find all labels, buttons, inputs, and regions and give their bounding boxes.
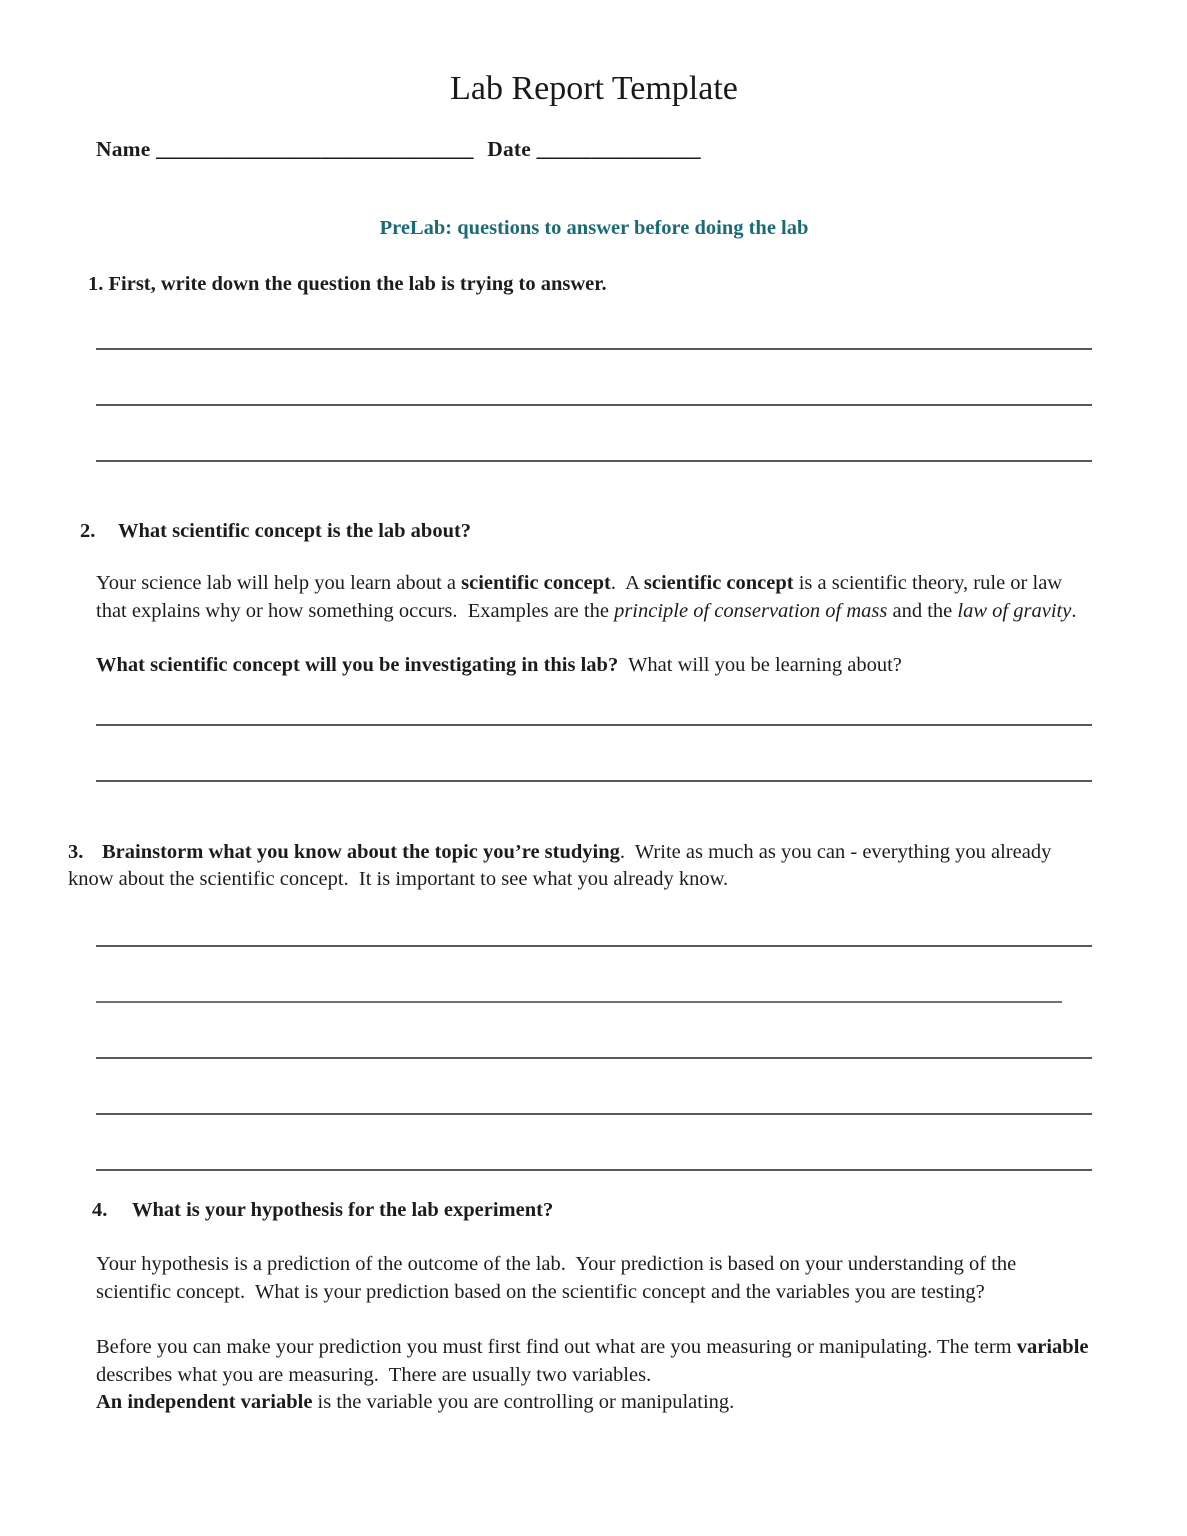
writing-line: [96, 891, 1092, 947]
name-date-row: [96, 137, 1092, 162]
section-2-paragraph: Your science lab will help you learn about a scientific concept. A scientific concept is a scientific theory, rule or law that explains why or how something occurs. Examples are the principle of conservation of mass and the law of gravity.: [96, 572, 1077, 622]
page-title: Lab Report Template: [450, 70, 738, 107]
section-2-number: 2.: [80, 519, 96, 542]
writing-line: [96, 1059, 1092, 1115]
section-3-number: 3.: [68, 840, 84, 863]
writing-line: [96, 294, 1092, 350]
writing-line: [96, 1115, 1092, 1171]
name-blank-line: _____________________________: [156, 137, 474, 161]
section-4-paragraph-1: Your hypothesis is a prediction of the outcome of the lab. Your prediction is based on your understanding of the scientific concept. What is your prediction based on the scientific concept and the variables you are testing?: [96, 1253, 1017, 1303]
writing-line: [96, 726, 1092, 782]
section-2-heading-text: What scientific concept is the lab about?: [118, 519, 472, 542]
section-4-heading: [92, 1197, 1092, 1225]
section-2-question: What scientific concept will you be investigating in this lab? What will you be learning about?: [96, 654, 902, 676]
section-1-writing-lines: [96, 294, 1092, 462]
section-3-writing-lines: [96, 891, 1092, 1171]
section-4-paragraph-2: Before you can make your prediction you must first find out what are you measuring or manipulating. The term variable describes what you are measuring. There are usually two variables. An independent variable is the variable you are controlling or manipulating.: [96, 1336, 1089, 1413]
prelab-heading: PreLab: questions to answer before doing the lab: [379, 217, 809, 239]
writing-line: [96, 406, 1092, 462]
date-blank-line: _______________: [536, 137, 701, 161]
document-content: [0, 70, 1187, 1417]
section-2-heading: [80, 518, 1092, 546]
section-1-heading: 1. First, write down the question the lab is trying to answer.: [88, 273, 607, 295]
section-3-paragraph: [68, 839, 1092, 894]
writing-line: [96, 350, 1092, 406]
section-3-text: Brainstorm what you know about the topic you’re studying. Write as much as you can - everything you already know about the scientific concept. It is important to see what you already know.: [68, 840, 1052, 890]
name-label: Name: [96, 137, 151, 161]
section-4-heading-text: What is your hypothesis for the lab experiment?: [132, 1198, 554, 1221]
section-4-number: 4.: [92, 1198, 108, 1221]
date-label: Date: [487, 137, 532, 161]
section-2-writing-lines: [96, 670, 1092, 782]
writing-line: [96, 947, 1062, 1003]
writing-line: [96, 1003, 1092, 1059]
